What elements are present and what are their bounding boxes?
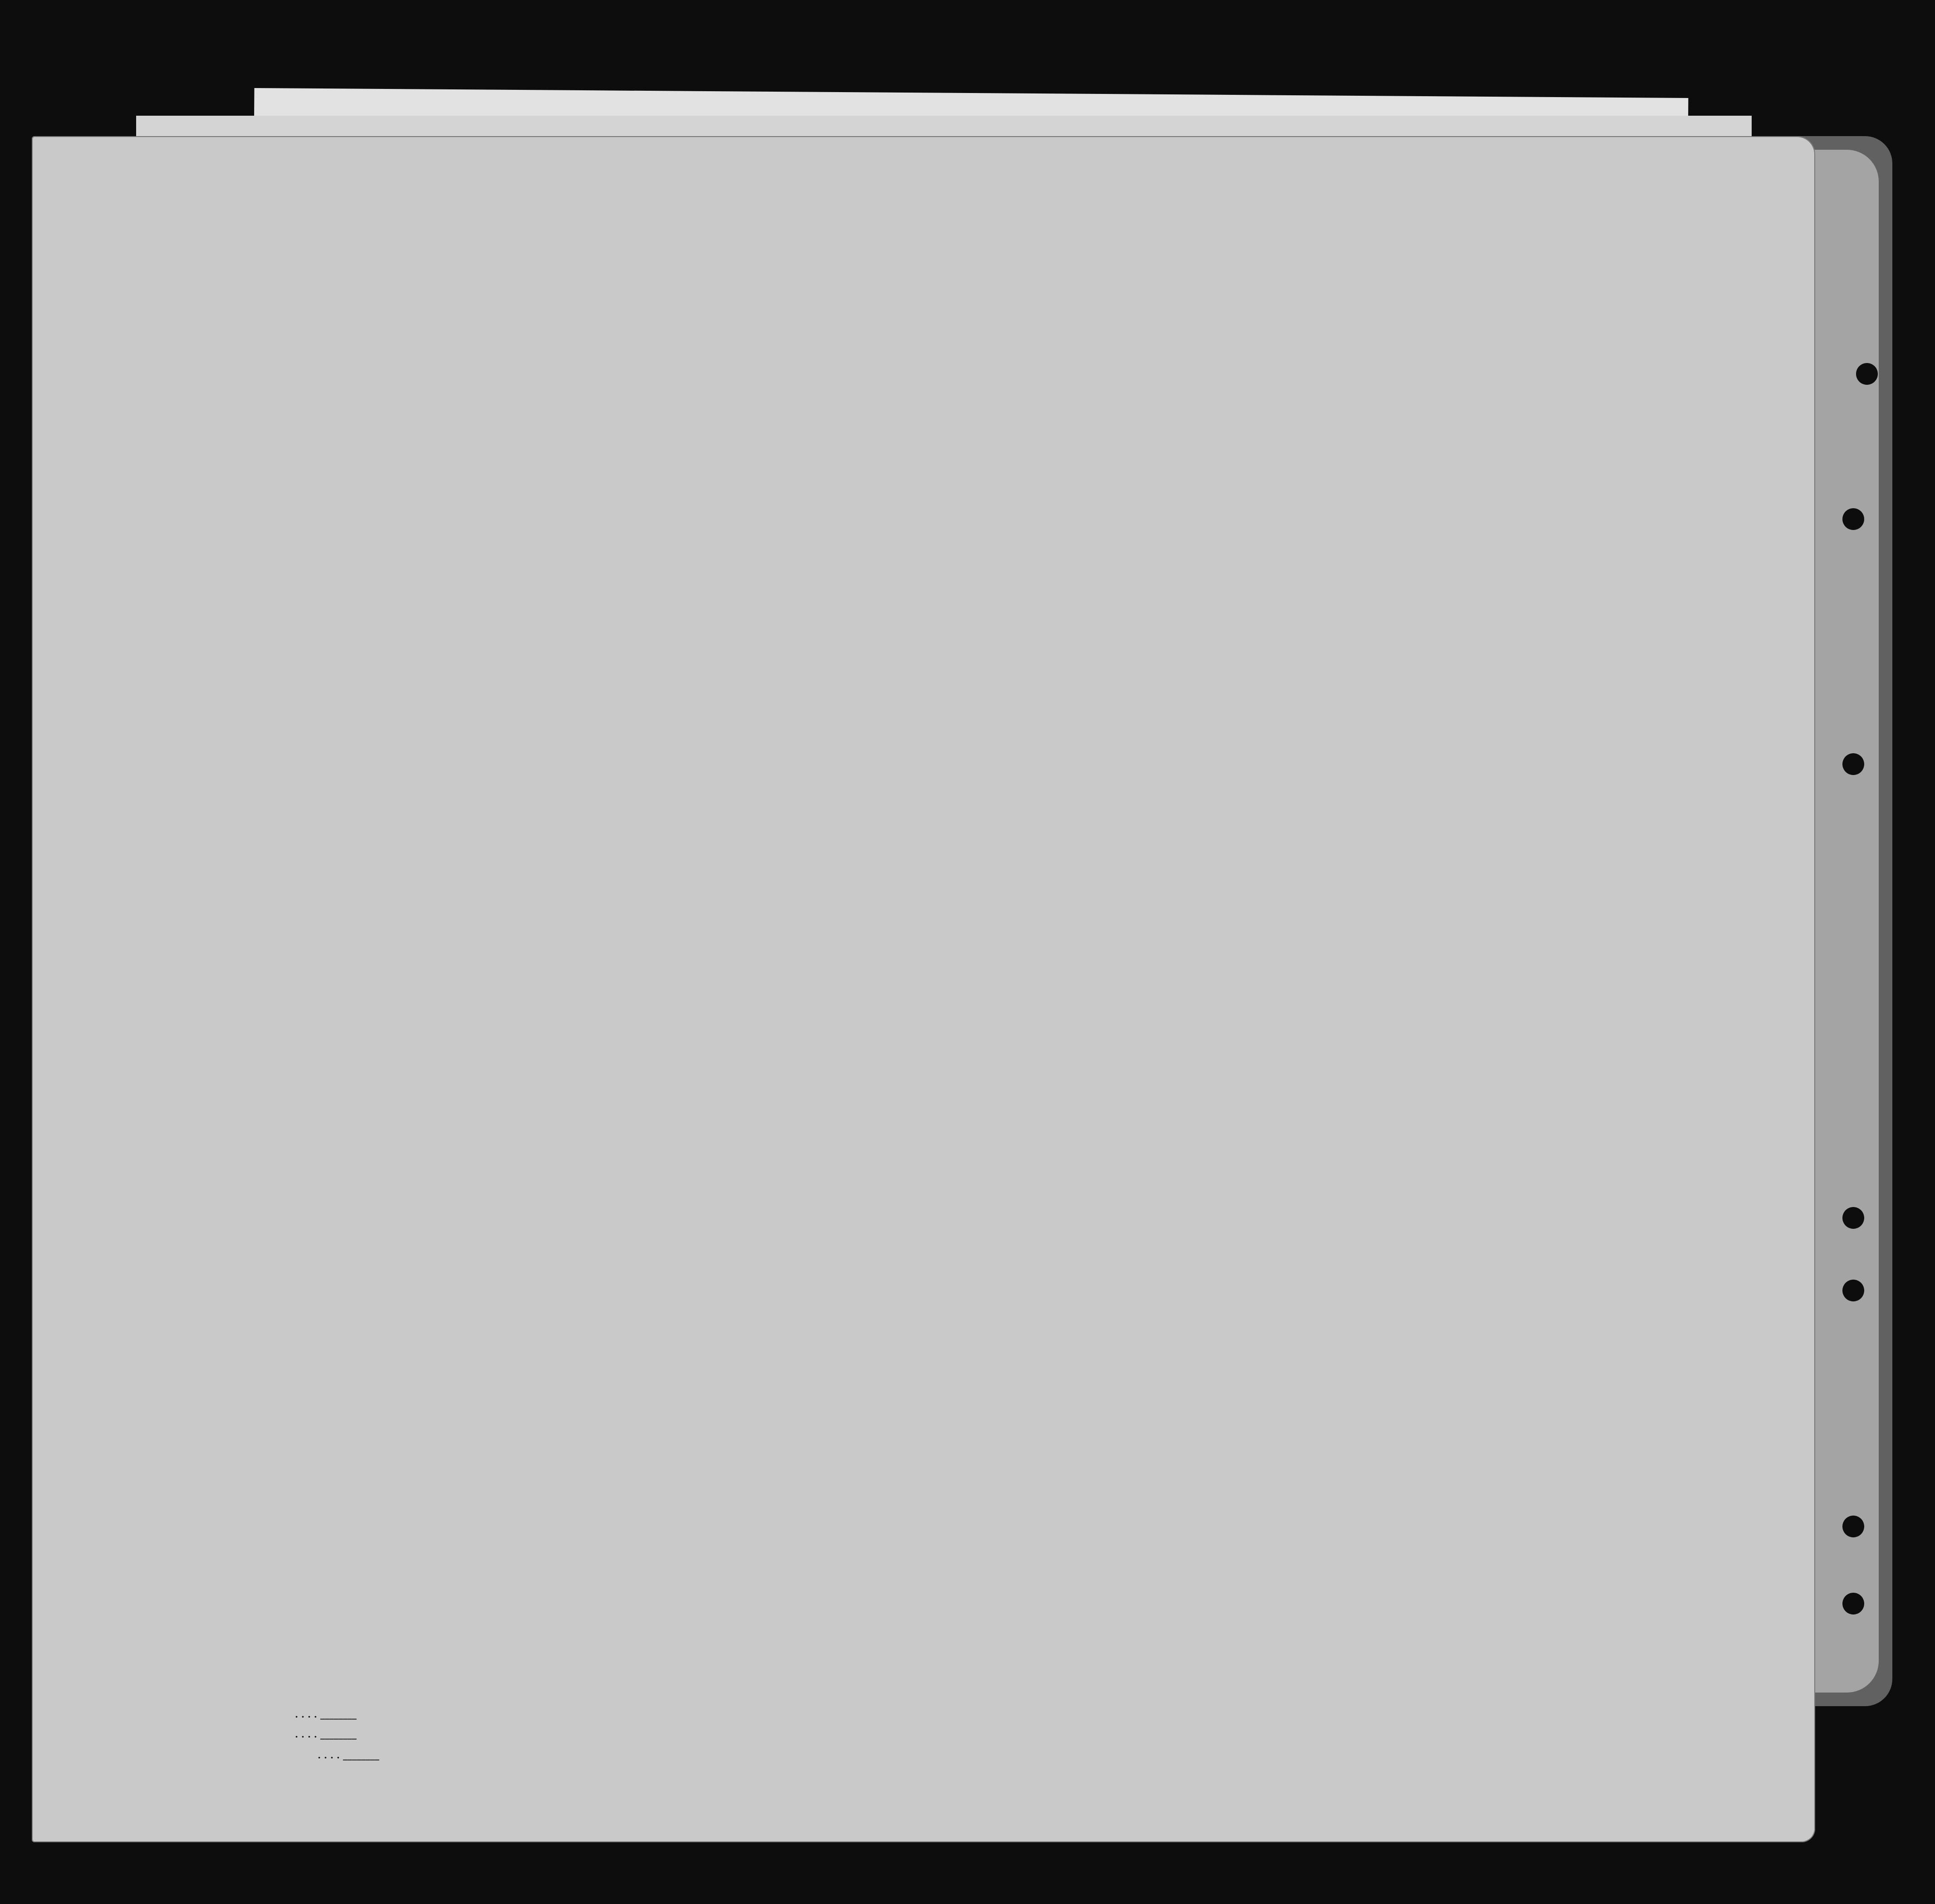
- binder-hole: [1892, 1516, 1914, 1537]
- binder-hole: [1892, 1207, 1914, 1229]
- binder-hole: [1897, 363, 1919, 385]
- binder-hole: [1842, 753, 1864, 775]
- binder-hole: [1892, 1593, 1914, 1614]
- footer-aliens: . . . . ________: [318, 1750, 379, 1761]
- binder-hole: [1842, 1516, 1864, 1537]
- footer-total-passengers: . . . . ________: [295, 1709, 357, 1720]
- binder-hole: [1892, 1280, 1914, 1301]
- binder-hole: [1842, 1280, 1864, 1301]
- footer-us-citizens: . . . . ________: [295, 1729, 357, 1740]
- binder-hole: [1856, 363, 1878, 385]
- binder-hole: [1842, 1593, 1864, 1614]
- manifest-grid: [32, 136, 1815, 1842]
- binder-hole: [1842, 508, 1864, 530]
- binder-hole: [1842, 1207, 1864, 1229]
- manifest-sheet: [32, 136, 1815, 1842]
